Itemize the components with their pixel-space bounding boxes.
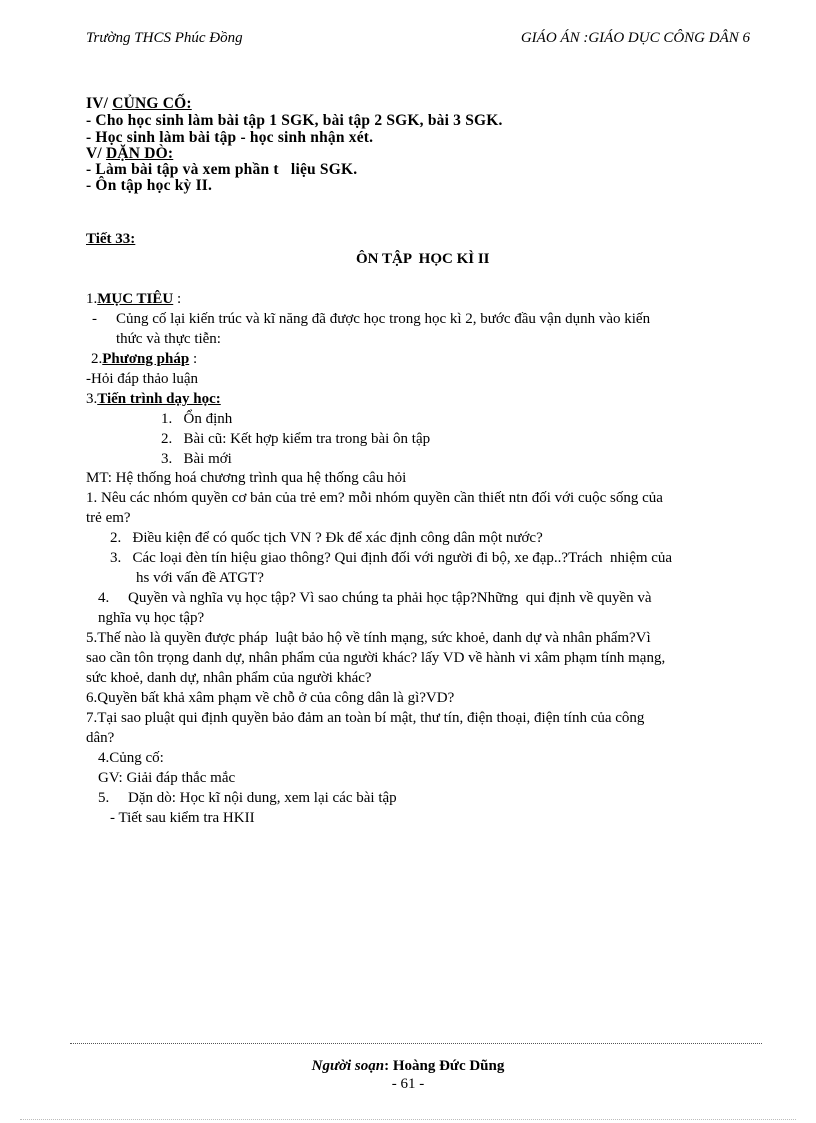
goals-heading xyxy=(86,291,181,308)
question-5-line1: 5.Thế nào là quyền được pháp luật bảo hộ về tính mạng, sức khoẻ, danh dự và nhân phẩm?Vì xyxy=(86,630,651,646)
method-text: -Hỏi đáp thảo luận xyxy=(86,371,199,387)
header-school: Trường THCS Phúc Đồng xyxy=(86,30,243,46)
header-subject: GIÁO ÁN :GIÁO DỤC CÔNG DÂN 6 xyxy=(520,30,750,46)
process-title: Tiến trình dạy học: xyxy=(97,391,221,407)
footer-author xyxy=(0,1058,816,1075)
section-v-item: - Làm bài tập và xem phần t liệu SGK. xyxy=(86,161,358,178)
goals-number: 1. xyxy=(86,291,98,307)
closing-consolidation: 4.Củng cố: xyxy=(98,750,164,766)
method-number: 2. xyxy=(91,351,103,367)
footer-divider xyxy=(70,1043,762,1044)
method-suffix: : xyxy=(189,351,198,367)
process-step: 3. Bài mới xyxy=(161,451,232,467)
question-5-line3: sức khoẻ, danh dự, nhân phẩm của người khác? xyxy=(86,670,372,686)
lesson-label: Tiết 33: xyxy=(86,231,136,247)
question-6: 6.Quyền bất khả xâm phạm về chỗ ở của công dân là gì?VD? xyxy=(86,690,455,706)
closing-homework: 5. Dặn dò: Học kĩ nội dung, xem lại các bài tập xyxy=(98,790,397,806)
footer-author-name: Hoàng Đức Dũng xyxy=(392,1058,505,1074)
goals-text-line1: Củng cố lại kiến trúc và kĩ năng đã được học trong học kì 2, bước đầu vận dụnh vào kiến xyxy=(116,311,651,327)
question-5-line2: sao cần tôn trọng danh dự, nhân phẩm của người khác? lấy VD về hành vi xâm phạm tính mạng, xyxy=(86,650,666,666)
section-iv-item: - Học sinh làm bài tập - học sinh nhận xét. xyxy=(86,129,374,146)
questions-intro: MT: Hệ thống hoá chương trình qua hệ thống câu hỏi xyxy=(86,470,407,486)
footer-author-sep: : xyxy=(384,1058,393,1074)
section-iv-number: IV/ xyxy=(86,95,113,112)
section-v-item: - Ôn tập học kỳ II. xyxy=(86,177,213,194)
question-7-line2: dân? xyxy=(86,730,115,746)
section-iv-title: CỦNG CỐ: xyxy=(112,95,192,112)
section-iv-heading xyxy=(86,95,192,113)
section-iv-item: - Cho học sinh làm bài tập 1 SGK, bài tập 2 SGK, bài 3 SGK. xyxy=(86,112,503,129)
question-7-line1: 7.Tại sao pluật qui định quyền bảo đảm an toàn bí mật, thư tín, điện thoại, điện tính của công xyxy=(86,710,645,726)
question-4-line2: nghĩa vụ học tập? xyxy=(98,610,205,626)
closing-teacher: GV: Giải đáp thắc mắc xyxy=(98,770,236,786)
question-3-line1: 3. Các loại đèn tín hiệu giao thông? Qui định đối với người đi bộ, xe đạp..?Trách nhiệm của xyxy=(110,550,673,566)
closing-next-lesson: - Tiết sau kiểm tra HKII xyxy=(110,810,255,826)
goals-bullet: - xyxy=(92,311,97,327)
question-3-line2: hs với vấn đề ATGT? xyxy=(136,570,264,586)
process-heading xyxy=(86,391,221,408)
footer-author-label: Người soạn xyxy=(311,1058,385,1074)
process-step: 1. Ổn định xyxy=(161,411,233,427)
goals-text-line2: thức và thực tiễn: xyxy=(116,331,221,347)
footer-page-number: - 61 - xyxy=(391,1076,425,1092)
question-2: 2. Điều kiện để có quốc tịch VN ? Đk để xác định công dân một nước? xyxy=(110,530,543,546)
process-step: 2. Bài cũ: Kết hợp kiểm tra trong bài ôn tập xyxy=(161,431,431,447)
process-number: 3. xyxy=(86,391,98,407)
goals-title: MỤC TIÊU xyxy=(97,291,174,307)
question-4-line1: 4. Quyền và nghĩa vụ học tập? Vì sao chúng ta phải học tập?Những qui định về quyền và xyxy=(98,590,652,606)
goals-suffix: : xyxy=(173,291,182,307)
section-v-number: V/ xyxy=(86,145,106,162)
section-v-title: DẶN DÒ: xyxy=(105,145,174,162)
method-heading xyxy=(91,351,197,368)
method-title: Phương pháp xyxy=(102,351,190,367)
lesson-title: ÔN TẬP HỌC KÌ II xyxy=(356,251,490,267)
page-bottom-divider xyxy=(20,1119,796,1120)
question-1-line2: trẻ em? xyxy=(86,510,131,526)
question-1-line1: 1. Nêu các nhóm quyền cơ bản của trẻ em? mỗi nhóm quyền cần thiết ntn đối với cuộc sống của xyxy=(86,490,663,506)
